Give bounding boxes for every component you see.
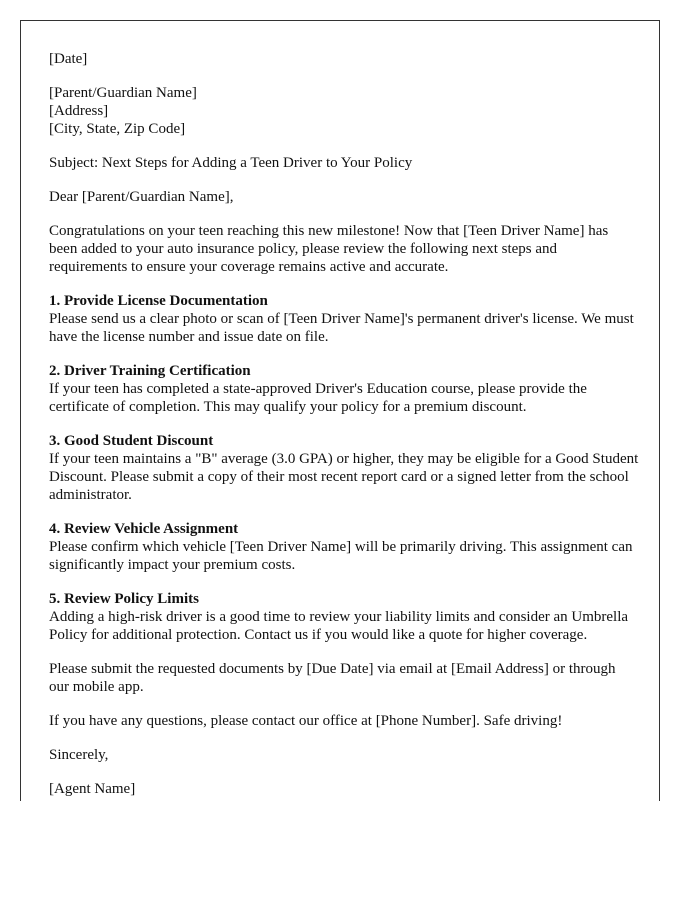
step-4: [49, 520, 639, 574]
step-body: Please send us a clear photo or scan of [Teen Driver Name]'s permanent driver's license. We must have the license number and issue date on file.: [49, 311, 634, 345]
recipient-name: [Parent/Guardian Name]: [49, 85, 197, 101]
submit-paragraph: Please submit the requested documents by [Due Date] via email at [Email Address] or through our mobile app.: [49, 661, 616, 695]
letter-page: [20, 20, 660, 801]
signature: [Agent Name]: [49, 781, 136, 797]
step-2: [49, 362, 639, 416]
step-title: 1. Provide License Documentation: [49, 293, 268, 309]
subject-line: Subject: Next Steps for Adding a Teen Driver to Your Policy: [49, 155, 413, 171]
step-body: Please confirm which vehicle [Teen Driver Name] will be primarily driving. This assignment can significantly impact your premium costs.: [49, 539, 633, 573]
step-title: 2. Driver Training Certification: [49, 363, 251, 379]
recipient-address: [Address]: [49, 103, 109, 119]
salutation: Dear [Parent/Guardian Name],: [49, 189, 234, 205]
recipient-block: [49, 84, 639, 138]
questions-paragraph: If you have any questions, please contact our office at [Phone Number]. Safe driving!: [49, 713, 563, 729]
step-body: Adding a high-risk driver is a good time to review your liability limits and consider an Umbrella Policy for additional protection. Contact us if you would like a quote for higher coverage.: [49, 609, 629, 643]
step-body: If your teen has completed a state-approved Driver's Education course, please provide the certificate of completion. This may qualify your policy for a premium discount.: [49, 381, 587, 415]
step-title: 3. Good Student Discount: [49, 433, 214, 449]
step-5: [49, 590, 639, 644]
date: [Date]: [49, 51, 88, 67]
recipient-city: [City, State, Zip Code]: [49, 121, 186, 137]
step-1: [49, 292, 639, 346]
step-3: [49, 432, 639, 504]
step-title: 4. Review Vehicle Assignment: [49, 521, 239, 537]
intro-paragraph: Congratulations on your teen reaching this new milestone! Now that [Teen Driver Name] has been added to your auto insurance policy, please review the following next steps and requirements to ensure your coverage remains active and accurate.: [49, 223, 609, 275]
closing: Sincerely,: [49, 747, 109, 763]
step-body: If your teen maintains a "B" average (3.0 GPA) or higher, they may be eligible for a Good Student Discount. Please submit a copy of their most recent report card or a signed letter from the school administrator.: [49, 451, 639, 503]
step-title: 5. Review Policy Limits: [49, 591, 199, 607]
